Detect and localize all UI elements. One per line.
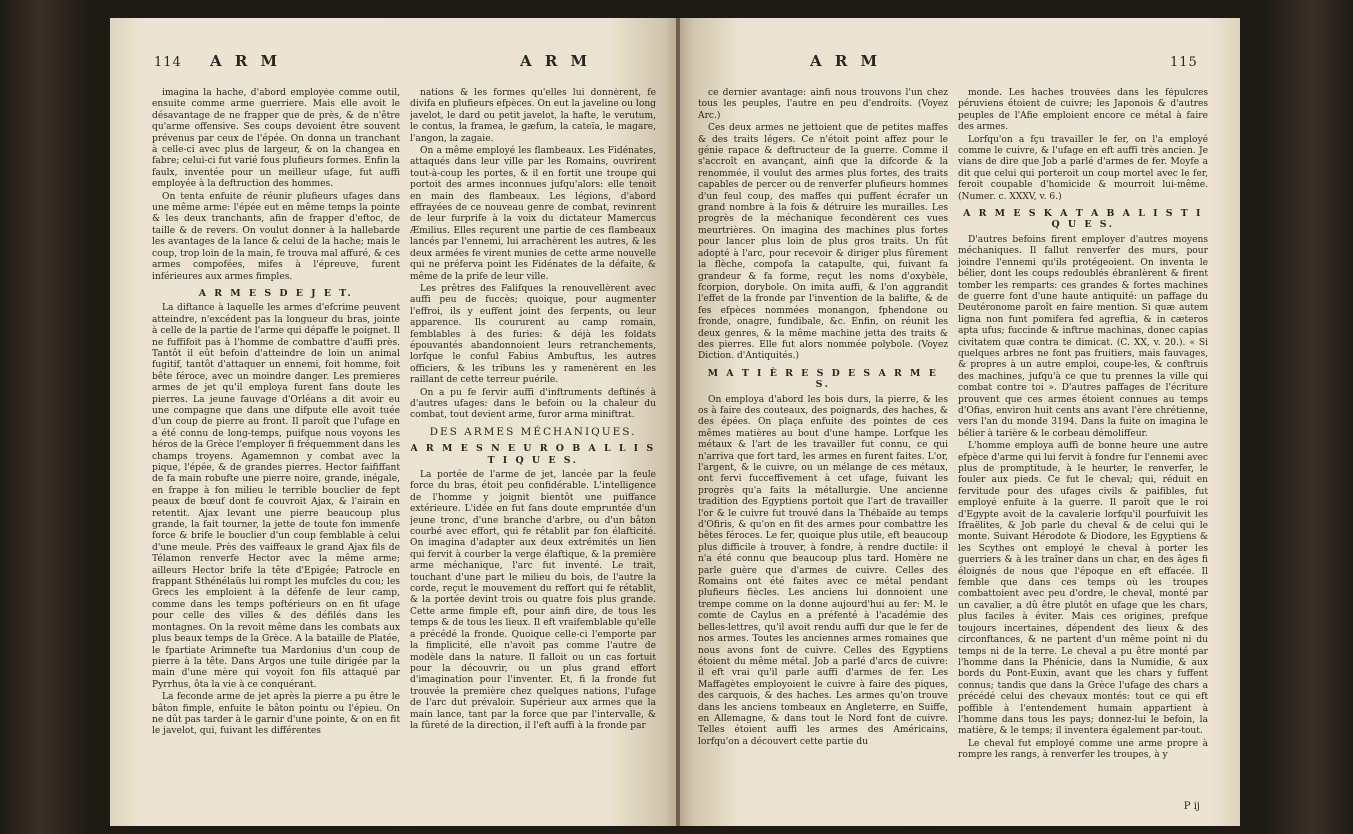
paragraph: On a pu fe fervir auffi d'inftruments deftinés à d'autres ufages: dans le befoin ou la chaleur du combat, tout devient arme, furor arma miniftrat. bbox=[410, 387, 656, 421]
signature-mark: P ij bbox=[1183, 801, 1200, 812]
section-heading: A R M E S D E J E T. bbox=[198, 287, 354, 299]
paragraph: La portée de l'arme de jet, lancée par la feule force du bras, étoit peu confidérable. L'intelligence de l'homme y joignit bientôt une puiffance extérieure. L'idée en fut fans doute empruntée d'un jeune tronc, d'une branche d'arbre, ou d'un bâton courbé avec effort, qui fe rétablit par fon élafticité. On imagina d'adapter aux deux extrémités un lien qui fervit à courber la verge élaftique, & la première arme méchanique, l'arc fut inventé. Le trait, touchant d'une part le milieu du bois, de l'autre la corde, reçut le mouvement du reffort qui fe rétablit, & la portée devint trois ou quatre fois plus grande. Cette arme fimple eft, pour ainfi dire, de tous les temps & de tous les lieux. Il eft vraifemblable qu'elle a précédé la fronde. Quoique celle-ci l'emporte par la fimplicité, elle n'avoit pas comme l'autre de modèle dans la nature. Il falloit ou un cas fortuit pour la découvrir, ou un plus grand effort d'imagination pour l'inventer. Et, fi la fronde fut trouvée la première chez quelques nations, l'ufage de l'arc dut prévaloir. Supérieur aux armes que la main lance, tant par la force que par l'intervalle, & la fûreté de la direction, il l'eft auffi à la fronde par bbox=[410, 470, 656, 731]
paragraph: D'autres befoins firent employer d'autres moyens méchaniques. Il fallut renverfer des murs, pour joindre l'ennemi qu'ils protégeoient. On inventa le bélier, dont les coups redoublés ébranlèrent & firent tomber les remparts: ces grandes & fortes machines de guerre font d'une haute antiquité: un paffage du Deutéronome paroît en faire mention. Si quæ autem ligna non funt pomifera fed agreftia, & in cæteros apta ufus; fuccinde & inftrue machinas, donec capias civitatem quæ contra te dimicat. (C. XX, v. 20.). « Si quelques arbres ne font pas fruitiers, mais fauvages, & propres à un autre emploi, coupe-les, & conftruis des machines, jufqu'à ce que tu prennes la ville qui combat contre toi ». D'autres paffages de l'écriture prouvent que ces armes étoient connues au temps d'Ofias, environ huit cents ans avant l'ère chrétienne, vers l'an du monde 3194. Dans la fuite on imagina le bélier à tarière & le corbeau démoliffeur. bbox=[958, 234, 1208, 439]
paragraph: ce dernier avantage: ainfi nous trouvons l'un chez tous les peuples, l'autre en peu d'endroits. (Voyez Arc.) bbox=[698, 88, 948, 121]
paragraph: On tenta enfuite de réunir plufieurs ufages dans une même arme: l'épée eut en même temps la pointe & les deux tranchants, afin de frapper d'eftoc, de taille & de revers. On voulut donner à la hallebarde les avantages de la lance & celui de la hache; mais le coup, trop loin de la main, fe trouva mal affuré, & ces armes compofées, mifes à l'épreuve, furent inférieures aux armes fimples. bbox=[152, 191, 400, 282]
paragraph: La diftance à laquelle les armes d'efcrime peuvent atteindre, n'excédent pas la longueur du bras, jointe à celle de la partie de l'arme qui dépaffe le poignet. Il ne fuffifoit pas à l'homme de combattre d'auffi près. Tantôt il eût befoin d'atteindre de loin un animal fugitif, tantôt d'attaquer un ennemi, foit homme, foit bête féroce, avec un moindre danger. Les premieres armes de jet qu'il employa furent fans doute les pierres. La jeune fauvage d'Orléans a dit avoir eu une compagne que dans une difpute elle avoit tuée d'un coup de pierre au front. Il paroît que l'ufage en a été connu de long-temps, puifque nous voyons les héros de la Grèce l'employer fi fréquemment dans les champs troyens. Agamemnon y combat avec la pique, l'épée, & de grandes pierres. Hector faififfant de fa main robufte une pierre noire, grande, inégale, en frappe à fon milieu le terrible bouclier de fept peaux de bœuf dont fe couvroit Ajax, & l'airain en retentit. Ajax levant une pierre beaucoup plus grande, la fait tourner, la jette de toute fon immenfe force & brife le bouclier d'un coup femblable à celui d'une meule. Près des vaiffeaux le grand Ajax fils de Télamon renverfe Hector avec la même arme; ailleurs Hector brife la tête d'Epigée; Patrocle en frappant Sthénélaüs lui rompt les mufcles du cou; les Grecs les emploient à la défenfe de leur camp, comme dans les temps poftérieurs on en fit ufage pour celle des villes & des défilés dans les montagnes. On la revoit même dans les combats aux plus beaux temps de la Grèce. A la bataille de Platée, le fpartiate Arimnefte tua Mardonius d'un coup de pierre à la tête. Dans Argos une tuile dirigée par la main d'une mère qui voyoit fon fils attaqué par Pyrrhus, ôta la vie à ce conquérant. bbox=[152, 303, 400, 690]
paragraph: Ces deux armes ne jettoient que de petites maffes & des traits légers. Ce n'étoit point affez pour le génie rapace & deftructeur de la guerre. Comme il s'accroît en avançant, ainfi que la difcorde & la renommée, il voulut des armes plus fortes, des traits capables de percer ou de renverfer plufieurs hommes d'un feul coup, des maffes qui puffent écrafer un grand nombre à la fois & détruire les murailles. Les progrès de la méchanique fecondèrent ces vues meurtrières. On imagina des machines plus fortes pour lancer plus loin de plus gros traits. Un fût adopté à l'arc, pour recevoir & diriger plus fûrement la flèche, compofa la catapulte, qui, fuivant fa grandeur & fa forme, reçut les noms d'oxybèle, fcorpion, dorybole. On imita auffi, & l'on aggrandit l'effet de la fronde par l'invention de la balifte, & de fes efpèces nommées monangon, fphendone ou fronde, onagre, fundibale, &c. Enfin, on réunit les deux genres, & la même machine jetta des traits & des pierres. Elle fut alors nommée polybole. (Voyez Diction. d'Antiquités.) bbox=[698, 123, 948, 362]
left-running-head-right: A R M bbox=[520, 52, 592, 70]
right-page bbox=[680, 18, 1240, 826]
paragraph: On employa d'abord les bois durs, la pierre, & les os à faire des couteaux, des poignards, des haches, & des épées. On plaça enfuite des pointes de ces mêmes matières au bout d'une hampe. Lorfque les métaux & l'art de les travailler fut connu, ce qui n'arriva que fort tard, les armes en furent faites. L'or, l'argent, & le cuivre, ou un mélange de ces métaux, ont fervi fucceffivement à cet ufage, fuivant les progrès qu'a faits la métallurgie. Une ancienne tradition des Egyptiens portoit que l'art de travailler l'or & le cuivre fut trouvé dans la Thébaïde au temps d'Ofiris, & qu'on en fit des armes pour combattre les bêtes féroces. Le fer, quoique plus utile, eft beaucoup plus difficile à trouver, à fondre, à rendre ductile: il n'a été connu que beaucoup plus tard. Homère ne parle guère que d'armes de cuivre. Celles des Romains ont été faites avec ce métal pendant plufieurs fiècles. Les anciens lui donnoient une trempe comme on la donne aujourd'hui au fer: M. le comte de Caylus en a préfenté à l'académie des belles-lettres, qu'il avoit rendu auffi dur que le fer de nos armes. Toutes les anciennes armes romaines que nous avons font de cuivre. Celles des Egyptiens étoient du même métal. Job a parlé d'arcs de cuivre: il eft vrai qu'il parle auffi d'armes de fer. Les Maffagètes employoient le cuivre à faire des piques, des carquois, & des haches. Les armes qu'on trouve dans les anciens tombeaux en Angleterre, en Suiffe, en Allemagne, & dans tout le Nord font de cuivre. Telles étoient auffi les armes des Américains, lorfqu'on a découvert cette partie du bbox=[698, 394, 948, 747]
paragraph: Le cheval fut employé comme une arme propre à rompre les rangs, à renverfer les troupes, à y bbox=[958, 738, 1208, 761]
left-page bbox=[110, 18, 678, 826]
paragraph: monde. Les haches trouvées dans les fépulcres péruviens étoient de cuivre; les Japonois & d'autres peuples de l'Afie emploient encore ce métal à faire des armes. bbox=[958, 88, 1208, 133]
paragraph: Les prêtres des Falifques la renouvellèrent avec auffi peu de fuccès; quoique, pour augmenter l'effroi, ils y euffent joint des ferpents, ou leur apparence. Ils coururent au camp romain, femblables à des furies: & déjà les foldats épouvantés abandonnoient leurs retranchements, lorfque le conful Fabius Ambuftus, les autres officiers, & les tribuns les y ramenèrent en les raillant de cette terreur puérile. bbox=[410, 283, 656, 386]
right-page-number: 115 bbox=[1170, 55, 1198, 70]
left-column-1 bbox=[152, 88, 400, 788]
paragraph: La feconde arme de jet après la pierre a pu être le bâton fimple, enfuite le bâton pointu ou l'épieu. On ne dût pas tarder à le garnir d'une pointe, & on en fit le javelot, qui, fuivant les différentes bbox=[152, 692, 400, 737]
right-column-2 bbox=[958, 88, 1208, 778]
left-column-2 bbox=[410, 88, 656, 788]
paragraph: L'homme employa auffi de bonne heure une autre efpèce d'arme qui lui fervit à fondre fur l'ennemi avec plus de promptitude, à le heurter, le renverfer, le fouler aux pieds. Ce fut le cheval; qui, réduit en fervitude pour des ufages civils & paifibles, fut employé enfuite à la guerre. Il paroît que le roi d'Egypte avoit de la cavalerie lorfqu'il pourfuivit les Ifraëlites, & Job parle du cheval & de celui qui le monte. Suivant Hérodote & Diodore, les Egyptiens & les Scythes ont employé le cheval à porter les guerriers & à les traîner dans un char, en des âges fi éloignés de nous que l'époque en eft effacée. Il femble que dans ces temps où les troupes combattoient avec peu d'ordre, le cheval, monté par un cavalier, a dû être plutôt en ufage que les chars, plus faciles à éviter. Mais ces origines, prefque toujours incertaines, dépendent des lieux & des circonftances, & ne partent d'un même point ni du temps ni de la terre. Le cheval a pu être monté par l'homme dans la Phénicie, dans la Numidie, & aux bords du Pont-Euxin, avant que les chars y fuffent connus; tandis que dans la Grèce l'ufage des chars a précédé celui des chevaux montés: tout ce qui eft poffible à l'entendement humain appartient à l'homme dans tous les pays; donnez-lui le befoin, la matière, & le temps; il inventera également par-tout. bbox=[958, 441, 1208, 737]
paragraph: nations & les formes qu'elles lui donnèrent, fe divifa en plufieurs efpèces. On eut la javeline ou long javelot, le dard ou petit javelot, la hafte, le verutum, le contus, la framea, le gæfum, la cateïa, le magare, l'angon, la zagaie. bbox=[410, 88, 656, 144]
right-column-1 bbox=[698, 88, 948, 788]
section-heading: A R M E S K A T A B A L I S T I Q U E S. bbox=[963, 208, 1203, 231]
paragraph: On a même employé les flambeaux. Les Fidénates, attaqués dans leur ville par les Romains, ouvrirent tout-à-coup les portes, & il en fortit une troupe qui portoit des armes inconnues jufqu'alors: elle tenoit en main des flambeaux. Les légions, d'abord effrayées de ce nouveau genre de combat, revinrent de leur furprife à la voix du dictateur Mamercus Æmilius. Elles reçurent une partie de ces flambeaux lancés par l'ennemi, lui arrachèrent les autres, & les deux armées fe virent munies de cette arme nouvelle qui ne préferva point les Fidénates de la défaite, & même de la prife de leur ville. bbox=[410, 146, 656, 282]
section-heading: A R M E S N E U R O B A L L I S T I Q U E S. bbox=[410, 443, 656, 466]
paragraph: imagina la hache, d'abord employée comme outil, ensuite comme arme guerriere. Mais elle avoit le désavantage de ne frapper que de près, & de n'être qu'arme offensive. Ses coups devoient être souvent prévenus par ceux de l'épée. On donna un tranchant à celle-ci avec plus de largeur, & on la changea en fabre; celui-ci fut varié fous plufieurs formes. Enfin la faulx, inventée pour un meilleur ufage, fut auffi employée à la deftruction des hommes. bbox=[152, 88, 400, 190]
right-running-head: A R M bbox=[810, 52, 882, 70]
left-page-number: 114 bbox=[154, 55, 182, 70]
section-heading: M A T I È R E S D E S A R M E S. bbox=[707, 367, 939, 391]
left-running-head: A R M bbox=[210, 52, 282, 70]
section-heading: DES ARMES MÉCHANIQUES. bbox=[429, 425, 637, 438]
paragraph: Lorfqu'on a fçu travailler le fer, on l'a employé comme le cuivre, & l'ufage en eft auffi très ancien. Je vians de dire que Job a parlé d'armes de fer. Moyfe a dit que celui qui porteroit un coup mortel avec le fer, feroit coupable d'homicide & mourroit lui-même. (Numer. c. XXXV, v. 6.) bbox=[958, 134, 1208, 202]
